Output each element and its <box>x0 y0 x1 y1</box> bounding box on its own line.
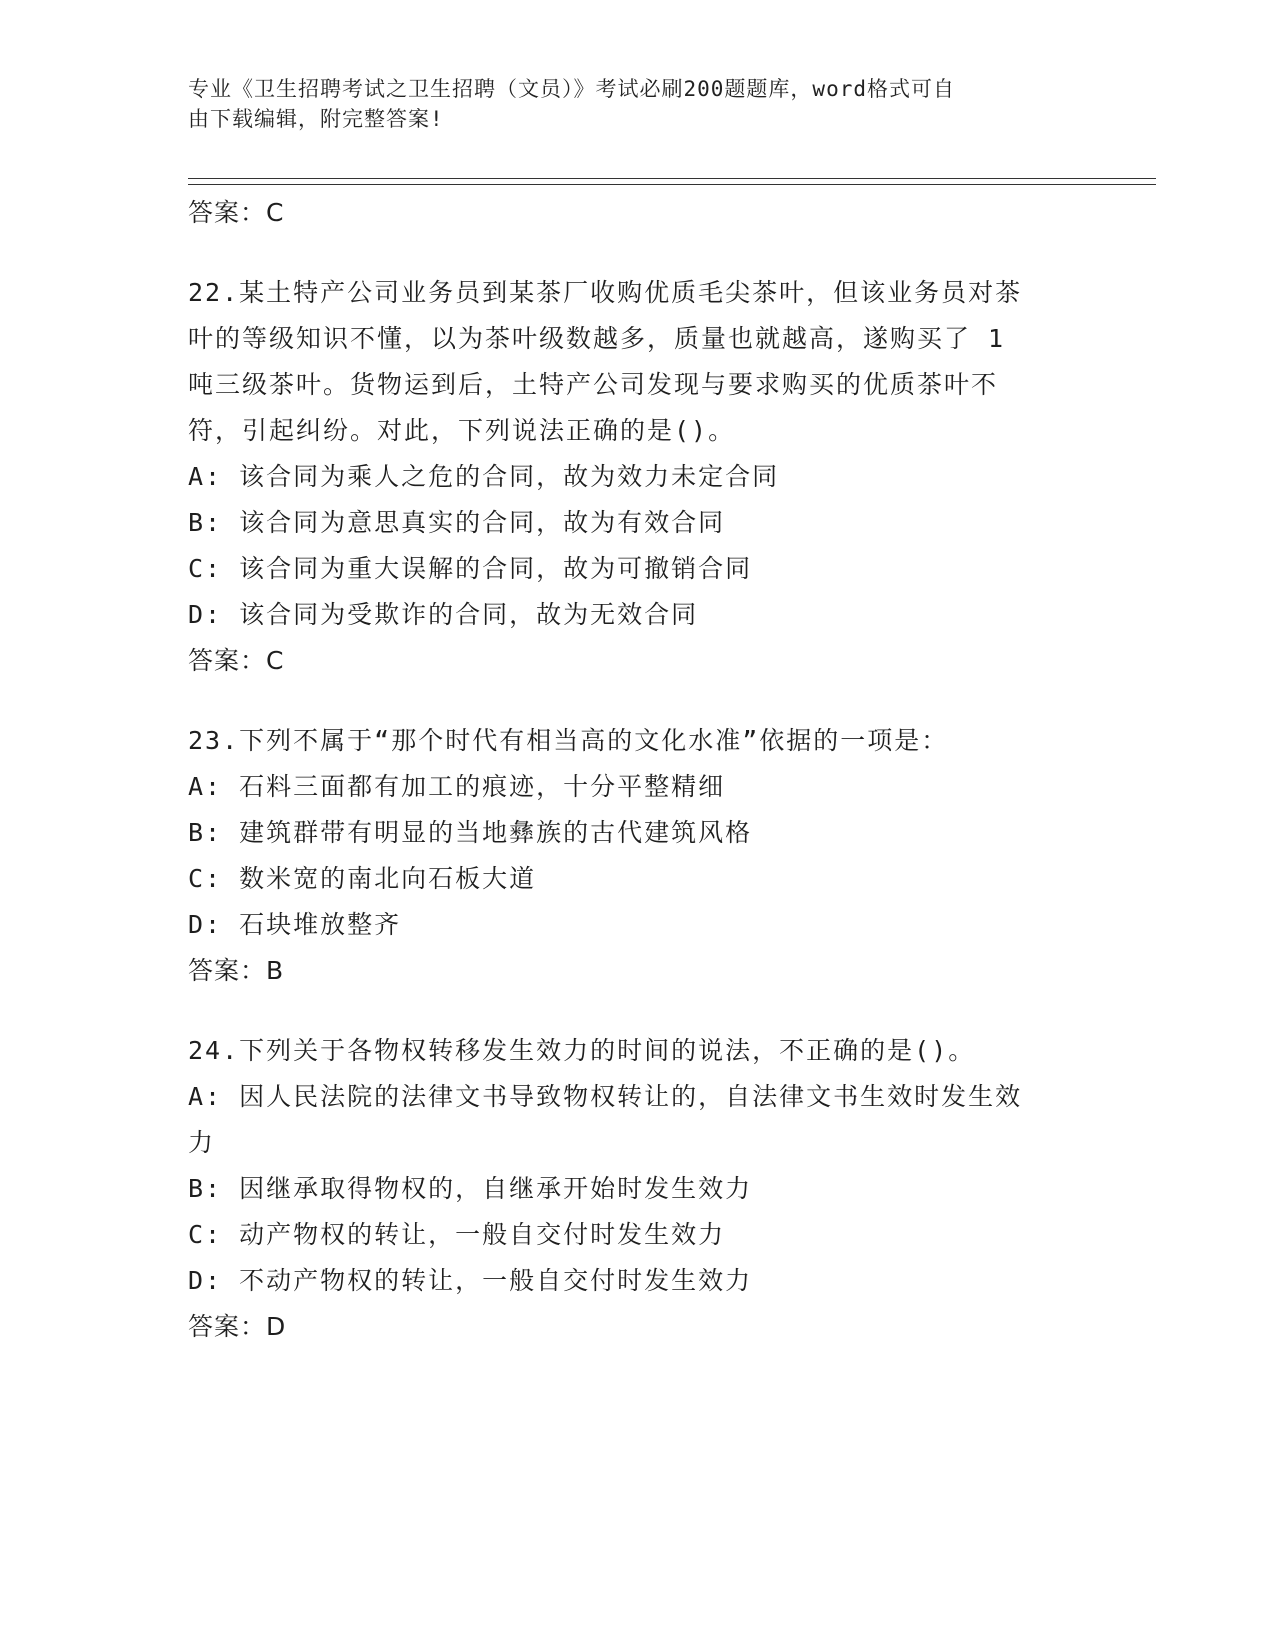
question-23-option-d: D: 石块堆放整齐 <box>188 910 402 939</box>
question-24-option-a-continued: 力 <box>188 1128 216 1157</box>
question-22-title-line-1: 22.某土特产公司业务员到某茶厂收购优质毛尖茶叶，但该业务员对茶 <box>188 278 1023 307</box>
question-24-answer: 答案：D <box>188 1312 287 1341</box>
spacer <box>188 684 1068 718</box>
question-23-option-a: A: 石料三面都有加工的痕迹，十分平整精细 <box>188 772 726 801</box>
question-24-option-d: D: 不动产物权的转让，一般自交付时发生效力 <box>188 1266 753 1295</box>
question-22 <box>188 270 1068 684</box>
question-22-title-line-2: 叶的等级知识不懂，以为茶叶级数越多，质量也就越高，遂购买了 1 <box>188 324 1006 353</box>
question-23-option-b: B: 建筑群带有明显的当地彝族的古代建筑风格 <box>188 818 753 847</box>
question-22-answer: 答案：C <box>188 646 285 675</box>
question-22-option-a: A: 该合同为乘人之危的合同，故为效力未定合同 <box>188 462 780 491</box>
question-23 <box>188 718 1068 994</box>
header-double-rule <box>188 178 1156 185</box>
question-23-title-line-1: 23.下列不属于“那个时代有相当高的文化水准”依据的一项是： <box>188 726 949 755</box>
question-22-title-line-4: 符，引起纠纷。对此，下列说法正确的是()。 <box>188 416 736 445</box>
question-24 <box>188 1028 1068 1350</box>
question-24-title-line-1: 24.下列关于各物权转移发生效力的时间的说法，不正确的是()。 <box>188 1036 976 1065</box>
question-22-option-b: B: 该合同为意思真实的合同，故为有效合同 <box>188 508 726 537</box>
spacer <box>188 994 1068 1028</box>
question-22-option-d: D: 该合同为受欺诈的合同，故为无效合同 <box>188 600 699 629</box>
previous-question-answer: 答案：C <box>188 198 285 227</box>
question-22-title-line-3: 吨三级茶叶。货物运到后，土特产公司发现与要求购买的优质茶叶不 <box>188 370 999 399</box>
question-24-option-b: B: 因继承取得物权的，自继承开始时发生效力 <box>188 1174 753 1203</box>
page-header <box>188 74 1068 134</box>
question-24-option-a: A: 因人民法院的法律文书导致物权转让的，自法律文书生效时发生效 <box>188 1082 1023 1111</box>
spacer <box>188 236 1068 270</box>
header-text-line-1: 专业《卫生招聘考试之卫生招聘（文员）》考试必刷200题题库，word格式可自 <box>188 77 955 101</box>
question-22-option-c: C: 该合同为重大误解的合同，故为可撤销合同 <box>188 554 753 583</box>
question-23-answer: 答案：B <box>188 956 285 985</box>
question-24-option-c: C: 动产物权的转让，一般自交付时发生效力 <box>188 1220 726 1249</box>
header-text-line-2: 由下载编辑，附完整答案! <box>188 107 444 131</box>
question-23-option-c: C: 数米宽的南北向石板大道 <box>188 864 537 893</box>
document-body <box>188 190 1068 1350</box>
